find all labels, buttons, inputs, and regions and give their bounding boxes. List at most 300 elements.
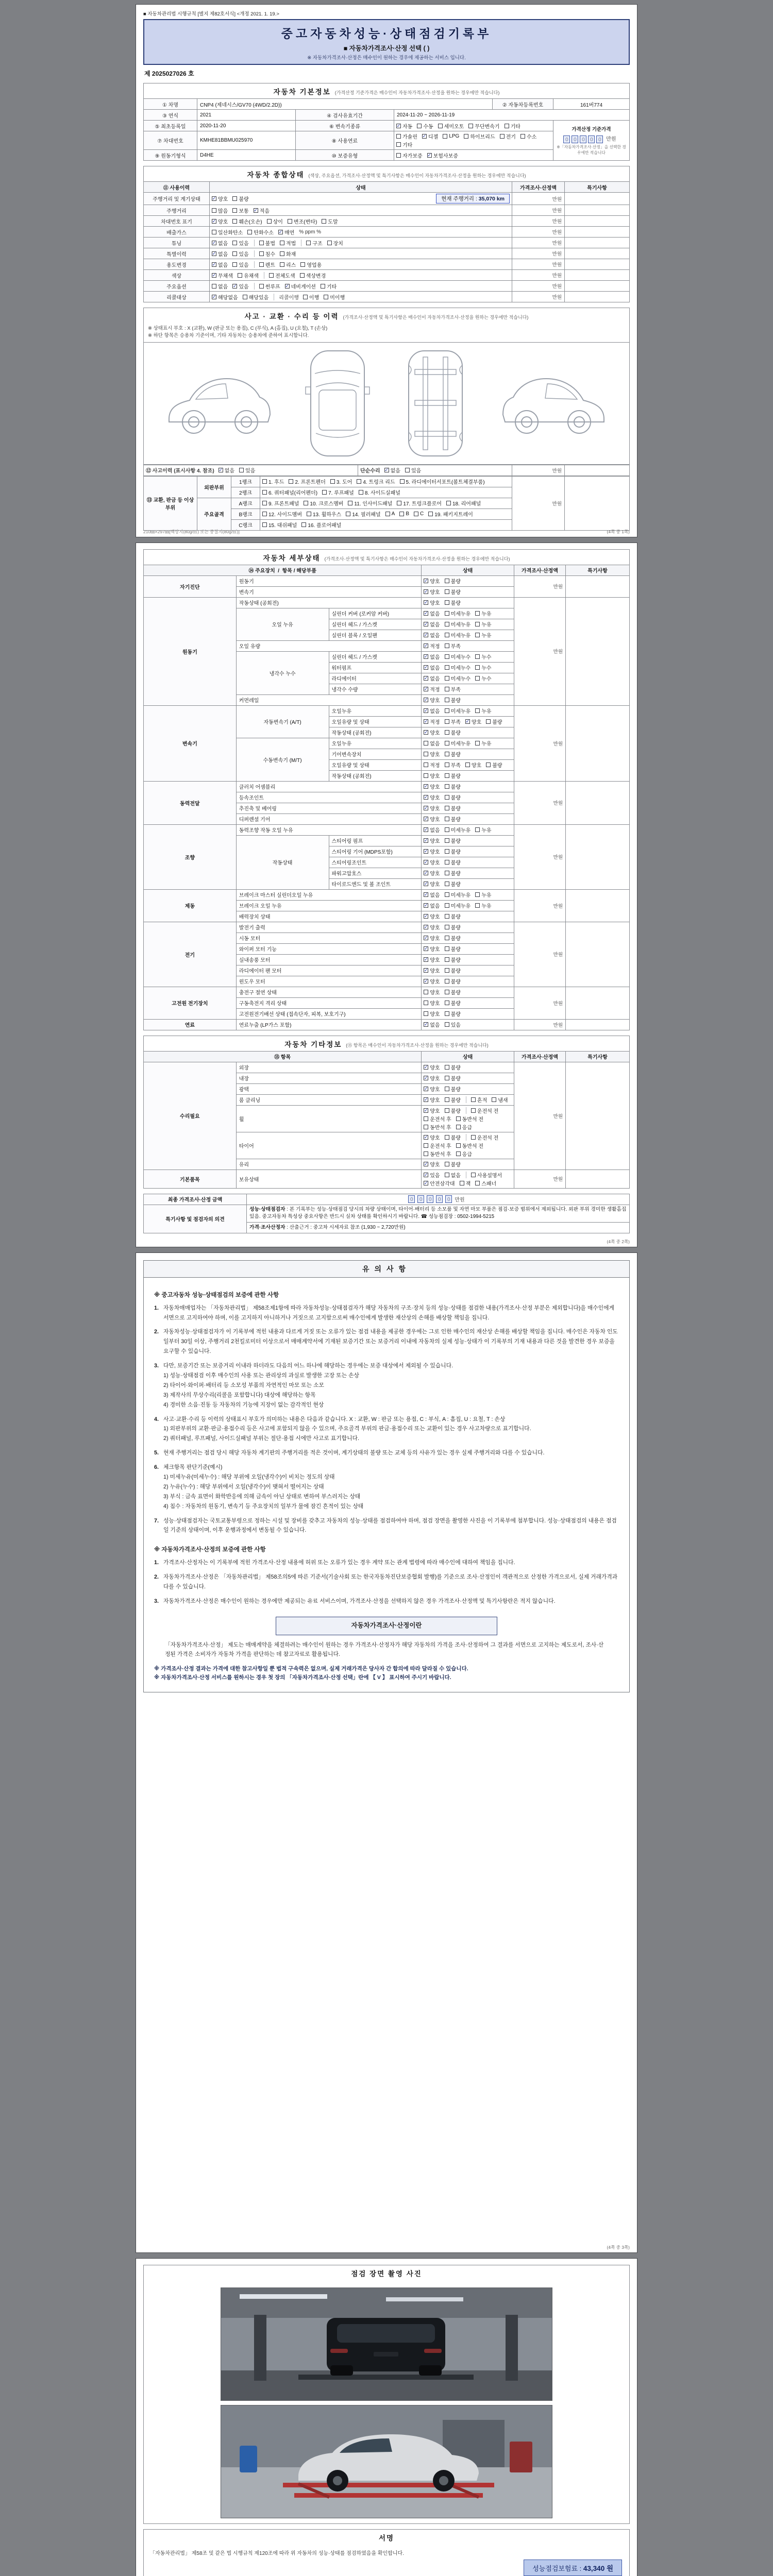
- checkbox-option[interactable]: [414, 511, 424, 517]
- price-cell: 만원: [514, 1062, 566, 1170]
- checkbox-option[interactable]: [254, 207, 270, 214]
- checkbox-option[interactable]: [424, 902, 440, 909]
- checkbox-option[interactable]: [445, 588, 461, 596]
- checkbox-box: ✓: [384, 467, 389, 472]
- checkbox-option[interactable]: [445, 772, 461, 779]
- row-label: 배출가스: [144, 227, 210, 238]
- checkbox-option[interactable]: [424, 1115, 451, 1123]
- checkbox-option[interactable]: [424, 707, 440, 715]
- checkbox-option[interactable]: [232, 217, 262, 225]
- checkbox-label: 8. 사이드실패널: [364, 490, 400, 496]
- checkbox-option[interactable]: [396, 141, 412, 148]
- checkbox-option[interactable]: [424, 696, 440, 704]
- element: [424, 674, 512, 682]
- checkbox-option[interactable]: [471, 1096, 487, 1104]
- item-state: [422, 1019, 514, 1030]
- checkbox-option[interactable]: [445, 934, 461, 942]
- checkbox-option[interactable]: [492, 1096, 508, 1104]
- note-cell: [566, 922, 630, 987]
- checkbox-box: ✓: [212, 294, 216, 299]
- checkbox-label: 미이행: [330, 295, 345, 301]
- element: [424, 1171, 512, 1187]
- checkbox-box: [327, 241, 332, 245]
- checkbox-option[interactable]: [212, 207, 228, 214]
- checkbox-option[interactable]: [424, 1123, 451, 1131]
- checkbox-box: [471, 1135, 476, 1140]
- checkbox-label: 양호: [430, 1087, 440, 1093]
- checkbox-option[interactable]: [424, 826, 440, 834]
- checkbox-option[interactable]: [475, 609, 491, 617]
- checkbox-option[interactable]: [396, 122, 412, 130]
- checkbox-option[interactable]: [443, 133, 459, 139]
- checkbox-option[interactable]: [212, 272, 233, 279]
- checkbox-option[interactable]: [424, 1107, 440, 1114]
- checkbox-option[interactable]: [300, 272, 326, 279]
- checkbox-option[interactable]: [424, 577, 440, 585]
- checkbox-option[interactable]: [424, 588, 440, 596]
- checkbox-box: [445, 795, 449, 800]
- checkbox-option[interactable]: [285, 282, 316, 290]
- checkbox-option[interactable]: [300, 261, 322, 268]
- checkbox-option[interactable]: [445, 696, 461, 704]
- checkbox-option[interactable]: [424, 1021, 440, 1028]
- checkbox-option[interactable]: [464, 132, 495, 140]
- checkbox-option[interactable]: [424, 718, 440, 725]
- amount-digit-box: 0: [436, 1195, 443, 1203]
- checkbox-option[interactable]: [445, 1085, 461, 1093]
- price-cell: 만원: [514, 889, 566, 922]
- checkbox-option[interactable]: [330, 478, 352, 485]
- checkbox-option[interactable]: [445, 923, 461, 931]
- checkbox-option[interactable]: [304, 499, 343, 507]
- checkbox-option[interactable]: [456, 1142, 483, 1149]
- item-state: [422, 846, 514, 857]
- section-title: 자동차 세부상태: [263, 554, 321, 562]
- checkbox-option[interactable]: [471, 1133, 498, 1141]
- checkbox-option[interactable]: [321, 282, 337, 290]
- checkbox-option[interactable]: [424, 880, 440, 888]
- checkbox-label: 누유: [481, 893, 492, 899]
- checkbox-box: [445, 1022, 449, 1027]
- checkbox-option[interactable]: [306, 239, 322, 247]
- checkbox-label: 변조(변타): [293, 219, 317, 225]
- checkbox-option[interactable]: [445, 642, 461, 650]
- checkbox-option[interactable]: [232, 282, 248, 290]
- checkbox-option[interactable]: [384, 466, 400, 474]
- checkbox-option[interactable]: [288, 217, 317, 225]
- checkbox-option[interactable]: [445, 826, 471, 834]
- price-survey-select[interactable]: ■ 자동차가격조사·산정 선택 ( ): [343, 45, 430, 52]
- checkbox-option[interactable]: [445, 707, 471, 715]
- price-cell: 만원: [512, 476, 565, 530]
- checkbox-option[interactable]: [232, 250, 248, 258]
- item-label: 외장: [236, 1062, 422, 1073]
- checkbox-option[interactable]: [417, 122, 433, 130]
- table-row: [144, 1205, 630, 1222]
- checkbox-option[interactable]: [468, 122, 499, 130]
- checkbox-option[interactable]: [424, 891, 440, 899]
- checkbox-option[interactable]: [445, 858, 461, 866]
- item-state: [422, 705, 514, 716]
- checkbox-option[interactable]: [303, 293, 319, 301]
- checkbox-box: [456, 1116, 461, 1121]
- checkbox-option[interactable]: [520, 132, 536, 140]
- checkbox-option[interactable]: [456, 1150, 472, 1158]
- checkbox-option[interactable]: [445, 902, 471, 909]
- checkbox-option[interactable]: [424, 620, 440, 628]
- checkbox-option[interactable]: [424, 815, 440, 823]
- checkbox-option[interactable]: [424, 1150, 451, 1158]
- checkbox-option[interactable]: [465, 761, 481, 769]
- checkbox-label: 없음: [218, 251, 228, 258]
- checkbox-option[interactable]: [424, 934, 440, 942]
- checkbox-option[interactable]: [348, 499, 392, 507]
- checkbox-option[interactable]: [445, 1021, 461, 1028]
- checkbox-option[interactable]: [471, 1171, 502, 1179]
- checkbox-option[interactable]: [212, 250, 228, 258]
- element: ※ 가격조사·산정 결과는 가격에 대한 참고사항일 뿐 법적 구속력은 없으며, 실제 거래가격은 당사자 간 합의에 따라 달라질 수 있습니다.: [154, 1665, 468, 1672]
- checkbox-option[interactable]: [445, 685, 461, 693]
- checkbox-option[interactable]: [475, 664, 491, 671]
- item-state: [422, 597, 514, 608]
- checkbox-box: [396, 142, 401, 147]
- checkbox-option[interactable]: [232, 239, 248, 247]
- notice-item: [154, 1516, 619, 1536]
- checkbox-label: 18. 리어패널: [452, 501, 481, 507]
- checkbox-option[interactable]: [460, 1179, 471, 1187]
- checkbox-option[interactable]: [445, 999, 461, 1007]
- checkbox-option[interactable]: [445, 664, 471, 671]
- checkbox-option[interactable]: [424, 923, 440, 931]
- checkbox-option[interactable]: [262, 521, 297, 529]
- checkbox-option[interactable]: [424, 912, 440, 920]
- checkbox-option[interactable]: [385, 511, 395, 517]
- item-state: [422, 857, 514, 868]
- checkbox-option[interactable]: [232, 195, 248, 202]
- checkbox-option[interactable]: [243, 293, 269, 301]
- checkbox-label: 양호: [430, 1135, 440, 1141]
- checkbox-box: ✓: [212, 250, 216, 256]
- checkbox-option[interactable]: [289, 478, 325, 485]
- checkbox-option[interactable]: [445, 1096, 461, 1104]
- checkbox-option[interactable]: [424, 1133, 440, 1141]
- checkbox-box: ✓: [424, 1161, 428, 1166]
- checkbox-option[interactable]: [445, 750, 461, 758]
- checkbox-option[interactable]: [247, 228, 274, 236]
- checkbox-option[interactable]: [212, 195, 228, 202]
- checkbox-option[interactable]: [259, 261, 275, 268]
- checkbox-option[interactable]: [262, 478, 284, 485]
- checkbox-option[interactable]: [445, 761, 461, 769]
- checkbox-option[interactable]: [324, 293, 345, 301]
- checkbox-option[interactable]: [424, 599, 440, 606]
- checkbox-option[interactable]: [445, 956, 461, 963]
- checkbox-option[interactable]: [445, 631, 471, 639]
- checkbox-option[interactable]: [424, 988, 440, 996]
- checkbox-option[interactable]: [280, 261, 296, 268]
- checkbox-option[interactable]: [396, 132, 417, 140]
- checkbox-option[interactable]: [445, 977, 461, 985]
- checkbox-box: [475, 611, 480, 616]
- checkbox-option[interactable]: [424, 837, 440, 844]
- note-cell: [566, 597, 630, 705]
- checkbox-option[interactable]: [280, 250, 296, 258]
- warranty-options: [394, 150, 553, 161]
- checkbox-label: 없음: [430, 893, 440, 899]
- checkbox-option[interactable]: [424, 945, 440, 953]
- checkbox-option[interactable]: [424, 761, 440, 769]
- checkbox-option[interactable]: [486, 718, 502, 725]
- table-row: [144, 889, 630, 900]
- checkbox-option[interactable]: [424, 1179, 455, 1187]
- checkbox-option[interactable]: [424, 685, 440, 693]
- checkbox-option[interactable]: [212, 239, 228, 247]
- table-row: [144, 1170, 630, 1188]
- item-label: 기어변속장치: [329, 749, 422, 759]
- checkbox-option[interactable]: [357, 478, 395, 485]
- checkbox-option[interactable]: [446, 499, 481, 507]
- checkbox-option[interactable]: [424, 772, 440, 779]
- checkbox-option[interactable]: [262, 488, 317, 496]
- checkbox-option[interactable]: [424, 631, 440, 639]
- checkbox-option[interactable]: [445, 869, 461, 877]
- checkbox-option[interactable]: [422, 132, 438, 140]
- checkbox-option[interactable]: [445, 620, 471, 628]
- checkbox-label: 있음: [430, 1173, 440, 1179]
- checkbox-label: 불량: [450, 839, 461, 844]
- checkbox-option[interactable]: [212, 261, 228, 268]
- checkbox-option[interactable]: [427, 151, 458, 159]
- checkbox-option[interactable]: [212, 293, 238, 301]
- checkbox-option[interactable]: [346, 510, 380, 518]
- checkbox-box: ✓: [424, 935, 428, 940]
- checkbox-option[interactable]: [424, 728, 440, 736]
- checkbox-option[interactable]: [424, 642, 440, 650]
- checkbox-option[interactable]: [445, 609, 471, 617]
- row-label: 주행거리: [144, 205, 210, 216]
- checkbox-option[interactable]: [445, 880, 461, 888]
- checkbox-option[interactable]: [445, 891, 471, 899]
- checkbox-label: 기타: [510, 124, 520, 130]
- checkbox-option[interactable]: [424, 674, 440, 682]
- element: 자동차가격조사·산정은 매수인이 원하는 경우에만 제공되는 유료 서비스이며, 가격조사·산정을 선택하지 않은 경우 가격조사·산정액 및 특기사항란은 적지 않습니다.: [163, 1598, 556, 1605]
- checkbox-option[interactable]: [475, 739, 491, 747]
- checkbox-option[interactable]: [445, 1171, 461, 1179]
- checkbox-option[interactable]: [232, 207, 248, 214]
- checkbox-option[interactable]: [475, 902, 491, 909]
- checkbox-option[interactable]: [445, 653, 471, 660]
- checkbox-option[interactable]: [424, 664, 440, 671]
- checkbox-option[interactable]: [424, 1063, 440, 1071]
- checkbox-option[interactable]: [322, 217, 338, 225]
- checkbox-option[interactable]: [445, 1010, 461, 1018]
- checkbox-label: 불량: [450, 590, 461, 596]
- item-label: 광택: [236, 1083, 422, 1094]
- checkbox-option[interactable]: [445, 967, 461, 974]
- checkbox-option[interactable]: [424, 1160, 440, 1168]
- checkbox-option[interactable]: [269, 272, 295, 279]
- checkbox-option[interactable]: [424, 1010, 440, 1018]
- checkbox-option[interactable]: [475, 826, 491, 834]
- checkbox-option[interactable]: [259, 239, 275, 247]
- checkbox-option[interactable]: [445, 804, 461, 812]
- checkbox-option[interactable]: [456, 1123, 472, 1131]
- checkbox-option[interactable]: [445, 599, 461, 606]
- checkbox-option[interactable]: [424, 1085, 440, 1093]
- checkbox-option[interactable]: [359, 488, 400, 496]
- element: 단순수리: [360, 468, 380, 474]
- checkbox-option[interactable]: [475, 631, 491, 639]
- checkbox-option[interactable]: [396, 151, 423, 159]
- checkbox-option[interactable]: [424, 999, 440, 1007]
- checkbox-option[interactable]: [232, 261, 248, 268]
- item-label: 룸 클리닝: [236, 1094, 422, 1105]
- checkbox-option[interactable]: [307, 510, 341, 518]
- checkbox-option[interactable]: [424, 653, 440, 660]
- price-survey-definition-box: 자동차가격조사·산정이란: [276, 1617, 497, 1635]
- checkbox-option[interactable]: [475, 891, 491, 899]
- amount-digit-box: 0: [572, 135, 578, 143]
- checkbox-option[interactable]: [239, 466, 255, 474]
- checkbox-option[interactable]: [505, 122, 520, 130]
- item-label: 변속기: [236, 586, 422, 597]
- checkbox-option[interactable]: [424, 750, 440, 758]
- checkbox-box: [445, 643, 449, 648]
- checkbox-option[interactable]: [278, 228, 294, 236]
- element: [424, 1133, 512, 1158]
- checkbox-label: 11. 인사이드패널: [354, 501, 393, 507]
- item-label: 충전구 절연 상태: [236, 987, 422, 997]
- checkbox-option[interactable]: [424, 1171, 440, 1179]
- checkbox-option[interactable]: [424, 739, 440, 747]
- notice-item: [154, 1303, 619, 1323]
- item-label: 스티어링조인트: [329, 857, 422, 868]
- checkbox-option[interactable]: [445, 577, 461, 585]
- checkbox-label: 미세누유: [450, 709, 471, 715]
- checkbox-option[interactable]: [259, 282, 280, 290]
- element: [424, 696, 512, 704]
- element: [424, 599, 512, 606]
- checkbox-option[interactable]: [219, 466, 234, 474]
- checkbox-option[interactable]: [456, 1115, 483, 1123]
- checkbox-option[interactable]: [212, 228, 243, 236]
- checkbox-option[interactable]: [445, 1107, 461, 1114]
- checkbox-option[interactable]: [445, 848, 461, 855]
- checkbox-label: 있음: [239, 284, 249, 290]
- checkbox-option[interactable]: [280, 239, 296, 247]
- checkbox-box: [445, 827, 449, 832]
- checkbox-option[interactable]: [262, 499, 299, 507]
- checkbox-option[interactable]: [475, 707, 491, 715]
- checkbox-option[interactable]: [399, 511, 409, 517]
- checkbox-option[interactable]: [438, 122, 464, 130]
- checkbox-option[interactable]: [445, 718, 461, 725]
- row-label: 색상: [144, 270, 210, 281]
- checkbox-option[interactable]: [424, 869, 440, 877]
- checkbox-option[interactable]: [445, 674, 471, 682]
- checkbox-option[interactable]: [424, 793, 440, 801]
- checkbox-option[interactable]: [475, 653, 491, 660]
- checkbox-option[interactable]: [500, 132, 516, 140]
- checkbox-option[interactable]: [301, 521, 341, 529]
- checkbox-option[interactable]: [259, 250, 275, 258]
- checkbox-option[interactable]: [262, 510, 302, 518]
- checkbox-option[interactable]: [445, 815, 461, 823]
- checkbox-option[interactable]: [445, 793, 461, 801]
- checkbox-option[interactable]: [445, 988, 461, 996]
- checkbox-option[interactable]: [486, 761, 502, 769]
- checkbox-box: [475, 1181, 480, 1185]
- checkbox-option[interactable]: [475, 620, 491, 628]
- checkbox-option[interactable]: [445, 945, 461, 953]
- checkbox-option[interactable]: [471, 1107, 498, 1114]
- checkbox-option[interactable]: [445, 912, 461, 920]
- checkbox-option[interactable]: [424, 967, 440, 974]
- checkbox-option[interactable]: [424, 1142, 451, 1149]
- panel-options: [260, 476, 512, 487]
- checkbox-option[interactable]: [445, 1074, 461, 1082]
- checkbox-option[interactable]: [322, 488, 354, 496]
- checkbox-option[interactable]: [424, 858, 440, 866]
- element: [212, 228, 510, 236]
- checkbox-option[interactable]: [424, 609, 440, 617]
- checkbox-option[interactable]: [445, 783, 461, 790]
- checkbox-option[interactable]: [424, 1074, 440, 1082]
- checkbox-box: [445, 784, 449, 789]
- checkbox-option[interactable]: [400, 478, 485, 485]
- checkbox-label: 불량: [450, 1076, 461, 1082]
- checkbox-option[interactable]: [445, 728, 461, 736]
- column-header: 가격조사·산정액: [512, 182, 565, 193]
- checkbox-option[interactable]: [405, 466, 421, 474]
- checkbox-option[interactable]: [424, 783, 440, 790]
- element: 가격조사·산정자는 이 기록부에 적힌 가격조사·산정 내용에 허위 또는 오류가 있는 경우 계약 또는 관계 법령에 따라 매수인에 대하여 책임을 집니다.: [163, 1560, 515, 1566]
- checkbox-option[interactable]: [445, 1160, 461, 1168]
- checkbox-option[interactable]: [424, 804, 440, 812]
- checkbox-box: [424, 1151, 428, 1156]
- checkbox-option[interactable]: [445, 837, 461, 844]
- checkbox-option[interactable]: [212, 217, 228, 225]
- notice-item: [154, 1361, 619, 1410]
- checkbox-label: 양호: [430, 579, 440, 585]
- checkbox-option[interactable]: [397, 499, 442, 507]
- amount-unit: 만원: [606, 137, 616, 143]
- checkbox-option[interactable]: [445, 1063, 461, 1071]
- checkbox-option[interactable]: [428, 510, 473, 518]
- checkbox-label: 불량: [450, 774, 461, 779]
- checkbox-option[interactable]: [445, 739, 471, 747]
- checkbox-option[interactable]: [238, 272, 259, 279]
- note-cell: [565, 216, 630, 227]
- checkbox-option[interactable]: [465, 718, 481, 725]
- element: [146, 466, 356, 474]
- checkbox-option[interactable]: [424, 1096, 440, 1104]
- checkbox-option[interactable]: [445, 1133, 461, 1141]
- column-header: 가격조사·산정액: [514, 1051, 566, 1062]
- checkbox-option[interactable]: [327, 239, 343, 247]
- item-state: [422, 835, 514, 846]
- inspection-period-value: 2024-11-20 ~ 2026-11-19: [394, 110, 630, 121]
- checkbox-option[interactable]: [212, 282, 228, 290]
- checkbox-option[interactable]: [475, 1179, 496, 1187]
- checkbox-option[interactable]: [424, 977, 440, 985]
- checkbox-option[interactable]: [424, 956, 440, 963]
- item-state: [422, 868, 514, 878]
- checkbox-option[interactable]: [424, 848, 440, 855]
- checkbox-option[interactable]: [267, 217, 283, 225]
- checkbox-label: 훼손(오손): [239, 219, 262, 225]
- checkbox-option[interactable]: [475, 674, 491, 682]
